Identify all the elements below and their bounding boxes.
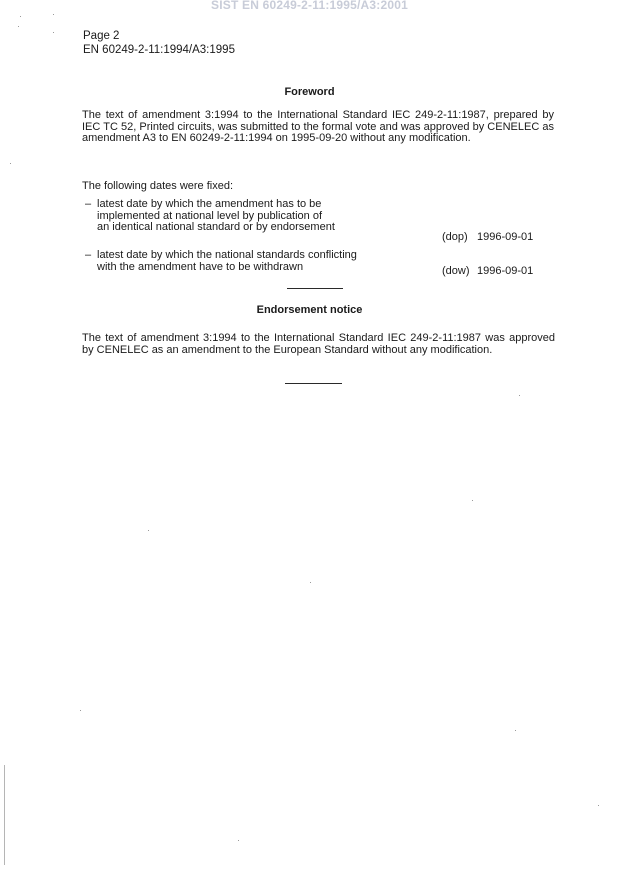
page-header	[83, 29, 235, 57]
foreword-paragraph: The text of amendment 3:1994 to the International Standard IEC 249-2-11:1987, prepared by IEC TC 52, Printed circuits, was submitted to the formal vote and was approved by CENELEC as amendment A3 to EN 60249-2-11:1994 on 1995-09-20 without any modification.	[82, 109, 554, 144]
scan-speck	[80, 710, 81, 711]
scan-speck	[18, 26, 19, 27]
list-dash: –	[85, 198, 92, 210]
date-value: 1996-09-01	[477, 231, 534, 243]
scan-speck	[515, 730, 516, 731]
endorsement-paragraph: The text of amendment 3:1994 to the International Standard IEC 249-2-11:1987 was approved by CENELEC as an amendment to the European Standard without any modification.	[82, 332, 555, 356]
foreword-title: Foreword	[284, 86, 335, 98]
date-code: (dow)	[442, 265, 470, 277]
endorsement-title: Endorsement notice	[256, 304, 363, 316]
dates-intro: The following dates were fixed:	[82, 180, 234, 192]
scan-speck	[598, 805, 599, 806]
document-id: EN 60249-2-11:1994/A3:1995	[83, 44, 235, 56]
date-value: 1996-09-01	[477, 265, 534, 277]
date-item-line: latest date by which the amendment has to be	[97, 198, 322, 210]
scan-edge-mark	[4, 765, 5, 865]
scan-speck	[10, 163, 11, 164]
scan-speck	[238, 840, 239, 841]
date-item-text	[97, 199, 427, 234]
scan-speck	[53, 14, 54, 15]
scan-speck	[53, 32, 54, 33]
watermark: SIST EN 60249-2-11:1995/A3:2001	[211, 0, 408, 12]
date-item-dow	[85, 250, 545, 280]
scan-speck	[20, 16, 21, 17]
scan-speck	[472, 500, 473, 501]
end-divider	[285, 383, 342, 384]
list-dash: –	[85, 249, 92, 261]
date-item-line: an identical national standard or by endorsement	[97, 221, 335, 234]
scan-speck	[148, 530, 149, 531]
date-item-line: implemented at national level by publication of	[97, 209, 323, 222]
scan-speck	[310, 582, 311, 583]
page-number: Page 2	[83, 30, 120, 42]
section-divider	[287, 288, 343, 289]
date-item-line: with the amendment have to be withdrawn	[97, 260, 304, 273]
scan-speck	[519, 395, 520, 396]
date-item-dop	[85, 198, 545, 243]
date-item-line: latest date by which the national standards conflicting	[97, 249, 357, 261]
date-item-text	[97, 250, 397, 273]
date-code: (dop)	[442, 231, 468, 243]
